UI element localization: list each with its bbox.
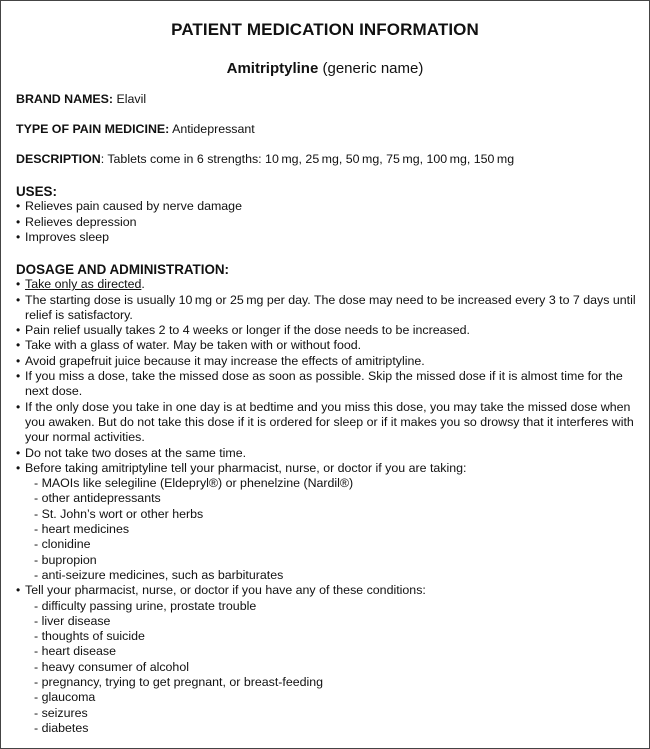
- page-title: PATIENT MEDICATION INFORMATION: [171, 20, 479, 39]
- taking-sublist: [25, 476, 636, 583]
- sub-item: - liver disease: [34, 613, 111, 628]
- list-item: • Relieves pain caused by nerve damage: [16, 199, 636, 214]
- uses-heading: USES:: [16, 184, 57, 199]
- sub-item: - heart disease: [34, 644, 116, 659]
- list-item: • If the only dose you take in one day is at bedtime and you miss this dose, you may take the missed dose when you awaken. But do not take this dose if it is ordered for sleep or if it makes you so drowsy that it interferes with your normal activities.: [16, 400, 636, 446]
- sub-item: - heart medicines: [34, 522, 130, 537]
- drug-name: Amitriptyline: [226, 60, 319, 77]
- uses-list: [16, 199, 636, 245]
- description-value: : Tablets come in 6 strengths: 10 mg, 25 mg, 50 mg, 75 mg, 100 mg, 150 mg: [100, 152, 515, 166]
- list-item: • Pain relief usually takes 2 to 4 weeks or longer if the dose needs to be increased.: [16, 323, 636, 338]
- type-value: Antidepressant: [172, 122, 255, 136]
- drug-name-note: (generic name): [322, 60, 424, 77]
- sub-item: - clonidine: [34, 537, 91, 552]
- dosage-heading: DOSAGE AND ADMINISTRATION:: [16, 262, 229, 277]
- instruction-tail: .: [141, 277, 145, 292]
- description-label: DESCRIPTION: [16, 152, 101, 166]
- sub-item: - diabetes: [34, 720, 89, 735]
- type-label: TYPE OF PAIN MEDICINE:: [16, 122, 170, 136]
- sub-item: - bupropion: [34, 552, 97, 567]
- underlined-instruction: Take only as directed: [25, 277, 142, 292]
- list-item: • Do not take two doses at the same time.: [16, 446, 636, 461]
- uses-section: [16, 184, 636, 245]
- sub-item: - anti-seizure medicines, such as barbiturates: [34, 567, 284, 582]
- dosage-list: [16, 277, 636, 736]
- drug-subtitle: [0, 60, 650, 77]
- sub-item: - thoughts of suicide: [34, 629, 145, 644]
- brand-label: BRAND NAMES:: [16, 92, 114, 106]
- list-item: • If you miss a dose, take the missed dose as soon as possible. Skip the missed dose if it is almost time for the next dose.: [16, 369, 636, 400]
- brand-names: [16, 92, 146, 107]
- conditions-intro: Tell your pharmacist, nurse, or doctor if you have any of these conditions:: [25, 583, 426, 598]
- list-item: • Relieves depression: [16, 215, 636, 230]
- sub-item: - MAOIs like selegiline (Eldepryl®) or phenelzine (Nardil®): [34, 476, 354, 491]
- list-item: • The starting dose is usually 10 mg or 25 mg per day. The dose may need to be increased every 3 to 7 days until relief is satisfactory.: [16, 293, 636, 324]
- sub-item: - other antidepressants: [34, 491, 161, 506]
- sub-item: - difficulty passing urine, prostate trouble: [34, 598, 257, 613]
- list-item: • Avoid grapefruit juice because it may increase the effects of amitriptyline.: [16, 354, 636, 369]
- sub-item: - pregnancy, trying to get pregnant, or breast-feeding: [34, 675, 324, 690]
- sub-item: - seizures: [34, 705, 88, 720]
- conditions-sublist: [25, 599, 636, 737]
- sub-item: - glaucoma: [34, 690, 96, 705]
- description: [16, 152, 514, 167]
- list-item: [16, 461, 636, 583]
- medicine-type: [16, 122, 255, 137]
- brand-value: Elavil: [116, 92, 147, 106]
- sub-item: - heavy consumer of alcohol: [34, 659, 189, 674]
- list-item: [16, 583, 636, 736]
- dosage-section: [16, 262, 636, 736]
- list-item: [16, 277, 636, 292]
- taking-intro: Before taking amitriptyline tell your pharmacist, nurse, or doctor if you are taking:: [25, 460, 467, 475]
- sub-item: - St. John’s wort or other herbs: [34, 506, 204, 521]
- list-item: • Improves sleep: [16, 230, 636, 245]
- list-item: • Take with a glass of water. May be taken with or without food.: [16, 338, 636, 353]
